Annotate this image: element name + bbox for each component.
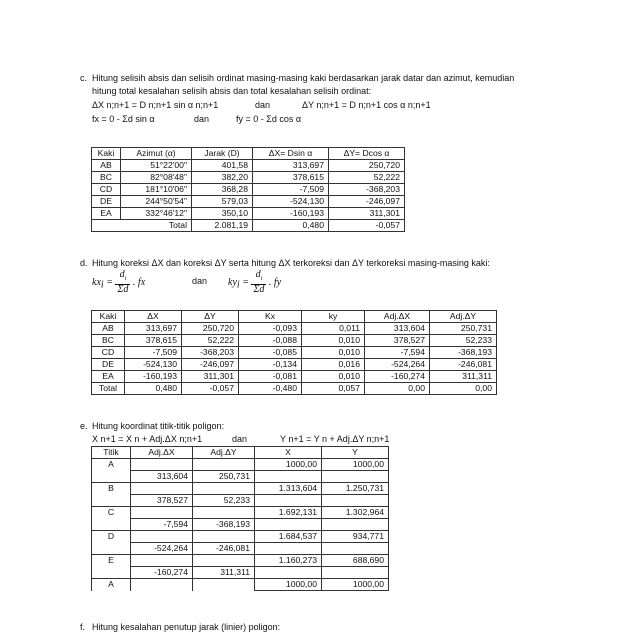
table-header-row: [92, 447, 389, 459]
table-row: [92, 323, 497, 335]
cell: D: [92, 531, 131, 543]
cell: 250,731: [430, 323, 497, 335]
cell: -246,081: [430, 359, 497, 371]
cell: -0,085: [239, 347, 302, 359]
cell: [193, 579, 255, 591]
adjustment-row: [92, 519, 389, 531]
kx-subscript: i: [100, 279, 104, 291]
table-total-row: [92, 383, 497, 395]
cell: [322, 519, 389, 531]
cell: [193, 459, 255, 471]
cell: 378,615: [125, 335, 182, 347]
cell: 0,016: [302, 359, 365, 371]
cell: 82°08'48": [121, 172, 192, 184]
cell: -246,097: [329, 196, 405, 208]
table-row: [92, 359, 497, 371]
cell: 52,233: [193, 495, 255, 507]
cell: [322, 495, 389, 507]
cell: BC: [92, 172, 121, 184]
table-delta-xy: [91, 147, 405, 232]
cell: [92, 543, 131, 555]
cell: -0,081: [239, 371, 302, 383]
cell: 311,301: [182, 371, 239, 383]
col-header: Adj.ΔX: [365, 311, 430, 323]
table-row: [92, 371, 497, 383]
fraction-denominator: Σd: [253, 284, 265, 295]
kx-lhs: kx: [92, 276, 101, 288]
cell: AB: [92, 323, 125, 335]
formula-dan: dan: [255, 100, 271, 110]
adjustment-row: [92, 495, 389, 507]
cell: -246,081: [193, 543, 255, 555]
formula-fy: fy = 0 - Σd cos α: [236, 114, 302, 124]
cell: -7,509: [125, 347, 182, 359]
cell: 1.313,604: [255, 483, 322, 495]
cell: Total: [92, 383, 125, 395]
cell: CD: [92, 184, 121, 196]
cell: [255, 471, 322, 483]
cell: 350,10: [192, 208, 253, 220]
cell: C: [92, 507, 131, 519]
cell: 250,731: [193, 471, 255, 483]
cell: DE: [92, 196, 121, 208]
formula-dy: ΔY n;n+1 = D n;n+1 cos α n;n+1: [302, 100, 431, 110]
cell: 51°22'00": [121, 160, 192, 172]
col-header: ΔX= Dsin α: [253, 148, 329, 160]
cell: 181°10'06": [121, 184, 192, 196]
cell: [255, 543, 322, 555]
table-row: [92, 208, 405, 220]
adjustment-row: [92, 543, 389, 555]
cell: DE: [92, 359, 125, 371]
col-header: X: [255, 447, 322, 459]
cell: A: [92, 459, 131, 471]
cell: 332°46'12": [121, 208, 192, 220]
cell: -524,130: [125, 359, 182, 371]
cell: -246,097: [182, 359, 239, 371]
cell: -368,203: [182, 347, 239, 359]
cell: -524,130: [253, 196, 329, 208]
cell: 401,58: [192, 160, 253, 172]
cell: [193, 507, 255, 519]
cell: [193, 531, 255, 543]
table-row: [92, 347, 497, 359]
cell: 0,010: [302, 335, 365, 347]
cell: [92, 495, 131, 507]
ky-subscript: i: [236, 279, 240, 291]
cell: -0,480: [239, 383, 302, 395]
col-header: Titik: [92, 447, 131, 459]
col-header: Adj.ΔY: [430, 311, 497, 323]
cell: -0,093: [239, 323, 302, 335]
cell: -524,264: [131, 543, 193, 555]
cell: E: [92, 555, 131, 567]
formula-dx: ΔX n;n+1 = D n;n+1 sin α n;n+1: [92, 100, 219, 110]
fraction-numerator: [251, 270, 266, 285]
cell: 52,233: [430, 335, 497, 347]
section-e-marker: e.: [80, 421, 88, 431]
cell: 1000,00: [322, 459, 389, 471]
col-header: ΔX: [125, 311, 182, 323]
cell: -0,057: [329, 220, 405, 232]
cell: -524,264: [365, 359, 430, 371]
cell: -160,274: [365, 371, 430, 383]
point-row: [92, 531, 389, 543]
table-header-row: [92, 148, 405, 160]
table-total-row: [92, 220, 405, 232]
cell: 0,010: [302, 347, 365, 359]
cell: 52,222: [182, 335, 239, 347]
cell: 1.160,273: [255, 555, 322, 567]
formula-kx: [92, 270, 145, 295]
cell: [322, 567, 389, 579]
cell: 313,604: [365, 323, 430, 335]
table-row: [92, 196, 405, 208]
section-d-marker: d.: [80, 258, 88, 268]
cell: -160,274: [131, 567, 193, 579]
cell: -0,134: [239, 359, 302, 371]
table-row: [92, 160, 405, 172]
numerator-d: d: [119, 269, 125, 280]
cell: -368,203: [329, 184, 405, 196]
kx-rhs: . fx: [132, 276, 146, 288]
point-row: [92, 579, 389, 591]
point-row: [92, 507, 389, 519]
point-row: [92, 459, 389, 471]
cell: 0,00: [365, 383, 430, 395]
cell: [322, 471, 389, 483]
formula-x: X n+1 = X n + Adj.ΔX n;n+1: [92, 434, 203, 444]
col-header: Jarak (D): [192, 148, 253, 160]
cell: 311,311: [193, 567, 255, 579]
cell: [131, 531, 193, 543]
cell: [92, 471, 131, 483]
formula-dan: dan: [192, 276, 208, 286]
cell: 579,03: [192, 196, 253, 208]
cell: [322, 543, 389, 555]
col-header: Y: [322, 447, 389, 459]
cell: BC: [92, 335, 125, 347]
cell: 368,28: [192, 184, 253, 196]
table-body: [92, 323, 497, 395]
point-row: [92, 555, 389, 567]
cell: [131, 459, 193, 471]
cell: [92, 519, 131, 531]
col-header: Kaki: [92, 311, 125, 323]
cell: 1000,00: [322, 579, 389, 591]
cell: 52,222: [329, 172, 405, 184]
cell: 0,480: [125, 383, 182, 395]
table-header-row: [92, 311, 497, 323]
equals-sign: =: [106, 276, 113, 288]
cell: 378,527: [365, 335, 430, 347]
table-body: [92, 459, 389, 591]
cell: 311,301: [329, 208, 405, 220]
numerator-sub: i: [260, 276, 263, 282]
cell: 1.250,731: [322, 483, 389, 495]
cell: 250,720: [182, 323, 239, 335]
cell: 313,697: [253, 160, 329, 172]
table-corrections: [91, 310, 497, 395]
table-row: [92, 335, 497, 347]
cell: 0,057: [302, 383, 365, 395]
numerator-d: d: [255, 269, 261, 280]
col-header: ΔY: [182, 311, 239, 323]
cell: 313,604: [131, 471, 193, 483]
cell: [92, 567, 131, 579]
table-row: [92, 184, 405, 196]
cell: 1.692,131: [255, 507, 322, 519]
section-c-marker: c.: [80, 73, 88, 83]
cell: B: [92, 483, 131, 495]
cell: 244°50'54": [121, 196, 192, 208]
cell: [131, 483, 193, 495]
cell: [131, 579, 193, 591]
col-header: Kaki: [92, 148, 121, 160]
point-row: [92, 483, 389, 495]
section-f-instruction: Hitung kesalahan penutup jarak (linier) poligon:: [92, 622, 281, 632]
cell: 1000,00: [255, 579, 322, 591]
fraction: [115, 270, 130, 295]
col-header: Azimut (α): [121, 148, 192, 160]
cell: Total: [92, 220, 192, 232]
cell: [131, 507, 193, 519]
cell: -368,193: [430, 347, 497, 359]
cell: 1.684,537: [255, 531, 322, 543]
cell: -7,594: [131, 519, 193, 531]
fraction-denominator: Σd: [117, 284, 129, 295]
cell: 378,527: [131, 495, 193, 507]
col-header: Adj.ΔY: [193, 447, 255, 459]
col-header: Adj.ΔX: [131, 447, 193, 459]
formula-dan: dan: [194, 114, 210, 124]
formula-ky: [228, 270, 281, 295]
cell: EA: [92, 371, 125, 383]
cell: 0,480: [253, 220, 329, 232]
cell: -7,594: [365, 347, 430, 359]
col-header: ΔY= Dcos α: [329, 148, 405, 160]
cell: [255, 495, 322, 507]
formula-dan: dan: [232, 434, 248, 444]
cell: EA: [92, 208, 121, 220]
col-header: Kx: [239, 311, 302, 323]
cell: 0,010: [302, 371, 365, 383]
cell: [255, 567, 322, 579]
table-row: [92, 172, 405, 184]
ky-lhs: ky: [228, 276, 237, 288]
numerator-sub: i: [124, 276, 127, 282]
cell: A: [92, 579, 131, 591]
section-d-instruction: Hitung koreksi ΔX dan koreksi ΔY serta hitung ΔX terkoreksi dan ΔY terkoreksi masing-masing kaki:: [92, 258, 490, 268]
cell: 0,00: [430, 383, 497, 395]
cell: [131, 555, 193, 567]
fraction: [251, 270, 266, 295]
table-coordinates: [91, 446, 389, 591]
cell: [255, 519, 322, 531]
cell: 1.302,964: [322, 507, 389, 519]
equals-sign: =: [242, 276, 249, 288]
cell: 934,771: [322, 531, 389, 543]
cell: 382,20: [192, 172, 253, 184]
cell: 2.081,19: [192, 220, 253, 232]
formula-fx: fx = 0 - Σd sin α: [92, 114, 155, 124]
cell: -0,057: [182, 383, 239, 395]
section-c-instruction-2: hitung total kesalahan selisih absis dan total kesalahan selisih ordinat:: [92, 86, 372, 96]
cell: -160,193: [125, 371, 182, 383]
cell: 250,720: [329, 160, 405, 172]
cell: -0,088: [239, 335, 302, 347]
adjustment-row: [92, 567, 389, 579]
cell: [193, 555, 255, 567]
cell: 1000,00: [255, 459, 322, 471]
cell: 311,311: [430, 371, 497, 383]
cell: -160,193: [253, 208, 329, 220]
cell: 378,615: [253, 172, 329, 184]
formula-y: Y n+1 = Y n + Adj.ΔY n;n+1: [280, 434, 390, 444]
cell: CD: [92, 347, 125, 359]
section-c-instruction: Hitung selisih absis dan selisih ordinat masing-masing kaki berdasarkan jarak datar dan azimut, kemudian: [92, 73, 515, 83]
cell: 688,690: [322, 555, 389, 567]
ky-rhs: . fy: [268, 276, 282, 288]
col-header: ky: [302, 311, 365, 323]
cell: -368,193: [193, 519, 255, 531]
section-f-marker: f.: [80, 622, 86, 632]
cell: AB: [92, 160, 121, 172]
adjustment-row: [92, 471, 389, 483]
cell: 0,011: [302, 323, 365, 335]
cell: -7,509: [253, 184, 329, 196]
cell: [193, 483, 255, 495]
fraction-numerator: [115, 270, 130, 285]
cell: 313,697: [125, 323, 182, 335]
section-e-instruction: Hitung koordinat titik-titik poligon:: [92, 421, 225, 431]
